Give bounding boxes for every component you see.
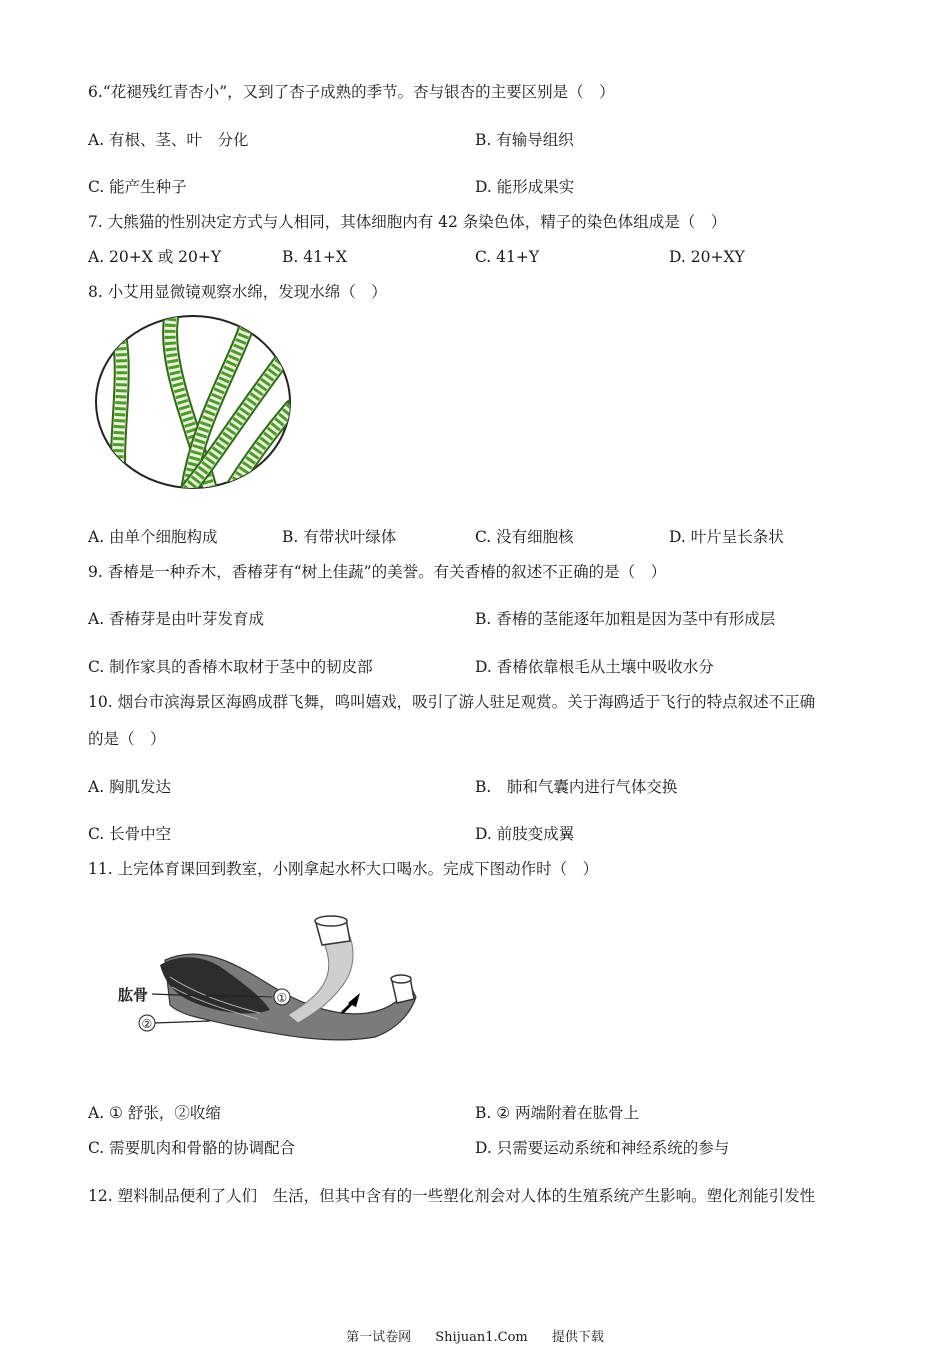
question-9-stem: 9. 香椿是一种乔木，香椿芽有“树上佳蔬”的美誉。有关香椿的叙述不正确的是（ ） <box>88 563 667 581</box>
q9-option-d[interactable]: D. 香椿依靠根毛从土壤中吸收水分 <box>475 658 714 676</box>
q7-option-b[interactable]: B. 41+X <box>282 248 347 266</box>
q11-option-d[interactable]: D. 只需要运动系统和神经系统的参与 <box>475 1139 730 1157</box>
footer-site-cn: 第一试卷网 <box>346 1330 412 1345</box>
q10-option-b[interactable]: B. 肺和气囊内进行气体交换 <box>475 778 678 796</box>
q9-option-a[interactable]: A. 香椿芽是由叶芽发育成 <box>88 610 265 628</box>
humerus-label: 肱骨 <box>118 986 149 1004</box>
footer-site-en: Shijuan1.Com <box>435 1330 528 1345</box>
q7-option-d[interactable]: D. 20+XY <box>669 248 745 266</box>
q6-option-b[interactable]: B. 有输导组织 <box>475 131 574 149</box>
q11-option-b[interactable]: B. ② 两端附着在肱骨上 <box>475 1104 640 1122</box>
arm-muscle-figure <box>110 915 430 1055</box>
q6-option-d[interactable]: D. 能形成果实 <box>475 178 575 196</box>
question-8-stem: 8. 小艾用显微镜观察水绵，发现水绵（ ） <box>88 283 387 301</box>
q6-option-a[interactable]: A. 有根、茎、叶 分化 <box>88 131 249 149</box>
q10-option-c[interactable]: C. 长骨中空 <box>88 825 172 843</box>
q6-option-c[interactable]: C. 能产生种子 <box>88 178 187 196</box>
question-12-stem: 12. 塑料制品便利了人们 生活，但其中含有的一些塑化剂会对人体的生殖系统产生影响。塑化剂能引发性 <box>88 1187 816 1205</box>
page-footer <box>0 1326 950 1345</box>
q8-option-a[interactable]: A. 由单个细胞构成 <box>88 528 218 546</box>
q8-option-d[interactable]: D. 叶片呈长条状 <box>669 528 784 546</box>
q11-option-c[interactable]: C. 需要肌肉和骨骼的协调配合 <box>88 1139 296 1157</box>
question-11-stem: 11. 上完体育课回到教室，小刚拿起水杯大口喝水。完成下图动作时（ ） <box>88 860 599 878</box>
spirogyra-micrograph <box>92 312 294 492</box>
q7-option-c[interactable]: C. 41+Y <box>475 248 540 266</box>
q8-option-b[interactable]: B. 有带状叶绿体 <box>282 528 397 546</box>
muscle-2-label: ② <box>141 1017 153 1031</box>
question-7-stem: 7. 大熊猫的性别决定方式与人相同，其体细胞内有 42 条染色体，精子的染色体组成是（ ） <box>88 213 727 231</box>
q11-option-a[interactable]: A. ① 舒张，②收缩 <box>88 1104 221 1122</box>
muscle-1-label: ① <box>276 991 288 1005</box>
q7-option-a[interactable]: A. 20+X 或 20+Y <box>88 248 222 266</box>
q8-option-c[interactable]: C. 没有细胞核 <box>475 528 574 546</box>
q10-option-d[interactable]: D. 前肢变成翼 <box>475 825 575 843</box>
q9-option-c[interactable]: C. 制作家具的香椿木取材于茎中的韧皮部 <box>88 658 373 676</box>
question-6-stem: 6.“花褪残红青杏小”，又到了杏子成熟的季节。杏与银杏的主要区别是（ ） <box>88 83 615 101</box>
q10-option-a[interactable]: A. 胸肌发达 <box>88 778 172 796</box>
footer-note: 提供下载 <box>551 1330 604 1345</box>
question-10-stem-line1: 10. 烟台市滨海景区海鸥成群飞舞，鸣叫嬉戏，吸引了游人驻足观赏。关于海鸥适于飞行的特点叙述不正确 <box>88 693 816 711</box>
q9-option-b[interactable]: B. 香椿的茎能逐年加粗是因为茎中有形成层 <box>475 610 776 628</box>
question-10-stem-line2: 的是（ ） <box>88 730 166 748</box>
